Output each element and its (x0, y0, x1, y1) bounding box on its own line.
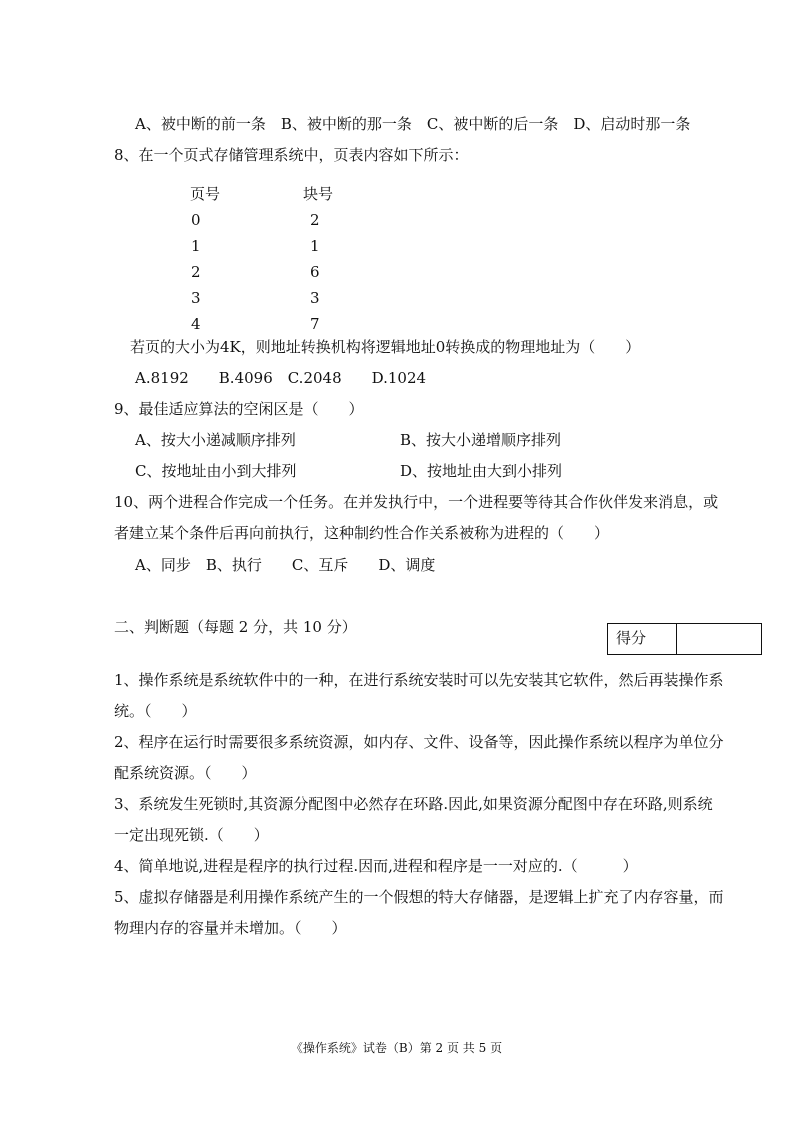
q9-option-a: A、按大小递减顺序排列 (135, 431, 296, 449)
page-table-page-0: 0 (191, 211, 201, 229)
q10-stem-line1: 10、两个进程合作完成一个任务。在并发执行中，一个进程要等待其合作伙伴发来消息，或 (114, 493, 719, 511)
page-footer: 《操作系统》试卷（B）第 2 页 共 5 页 (290, 1041, 503, 1055)
page-table-block-3: 3 (310, 289, 320, 307)
tf-item-1-line2: 统。（ ） (114, 702, 197, 720)
tf-item-3-line2: 一定出现死锁.（ ） (114, 826, 269, 844)
q7-options: A、被中断的前一条 B、被中断的那一条 C、被中断的后一条 D、启动时那一条 (135, 115, 691, 133)
page-table-block-1: 1 (310, 237, 320, 255)
page-table-page-2: 2 (191, 263, 201, 281)
tf-item-1-line1: 1、操作系统是系统软件中的一种，在进行系统安装时可以先安装其它软件，然后再装操作系 (114, 671, 724, 689)
q8-stem: 8、在一个页式存储管理系统中，页表内容如下所示： (114, 146, 469, 164)
q9-option-c: C、按地址由小到大排列 (135, 462, 297, 480)
page-table-page-3: 3 (191, 289, 201, 307)
page-table-block-2: 6 (310, 263, 320, 281)
tf-item-2-line1: 2、程序在运行时需要很多系统资源，如内存、文件、设备等，因此操作系统以程序为单位分 (114, 733, 724, 751)
page-table-page-4: 4 (191, 315, 201, 333)
tf-item-5-line2: 物理内存的容量并未增加。（ ） (114, 919, 347, 937)
score-box-divider (676, 624, 677, 654)
tf-item-3-line1: 3、系统发生死锁时,其资源分配图中必然存在环路.因此,如果资源分配图中存在环路,则系统 (114, 795, 713, 813)
q9-option-d: D、按地址由大到小排列 (400, 462, 563, 480)
tf-item-2-line2: 配系统资源。（ ） (114, 764, 257, 782)
score-box (607, 623, 762, 655)
tf-item-4-line1: 4、简单地说,进程是程序的执行过程.因而,进程和程序是一一对应的.（ ） (114, 857, 638, 875)
score-label: 得分 (616, 629, 647, 647)
q8-question: 若页的大小为4K，则地址转换机构将逻辑地址0转换成的物理地址为（ ） (130, 338, 641, 356)
page-table-block-0: 2 (310, 211, 320, 229)
section2-title: 二、判断题（每题 2 分，共 10 分） (114, 618, 357, 636)
tf-item-5-line1: 5、虚拟存储器是利用操作系统产生的一个假想的特大存储器，是逻辑上扩充了内存容量，而 (114, 888, 724, 906)
page-table-block-4: 7 (310, 315, 320, 333)
page-table-page-1: 1 (191, 237, 201, 255)
q9-stem: 9、最佳适应算法的空闲区是（ ） (114, 400, 364, 418)
page-table-header-block: 块号 (303, 185, 334, 203)
q10-options: A、同步 B、执行 C、互斥 D、调度 (135, 556, 436, 574)
q8-options: A.8192 B.4096 C.2048 D.1024 (135, 369, 427, 387)
page-table-header-page: 页号 (190, 185, 221, 203)
q10-stem-line2: 者建立某个条件后再向前执行，这种制约性合作关系被称为进程的（ ） (114, 524, 610, 542)
q9-option-b: B、按大小递增顺序排列 (400, 431, 562, 449)
